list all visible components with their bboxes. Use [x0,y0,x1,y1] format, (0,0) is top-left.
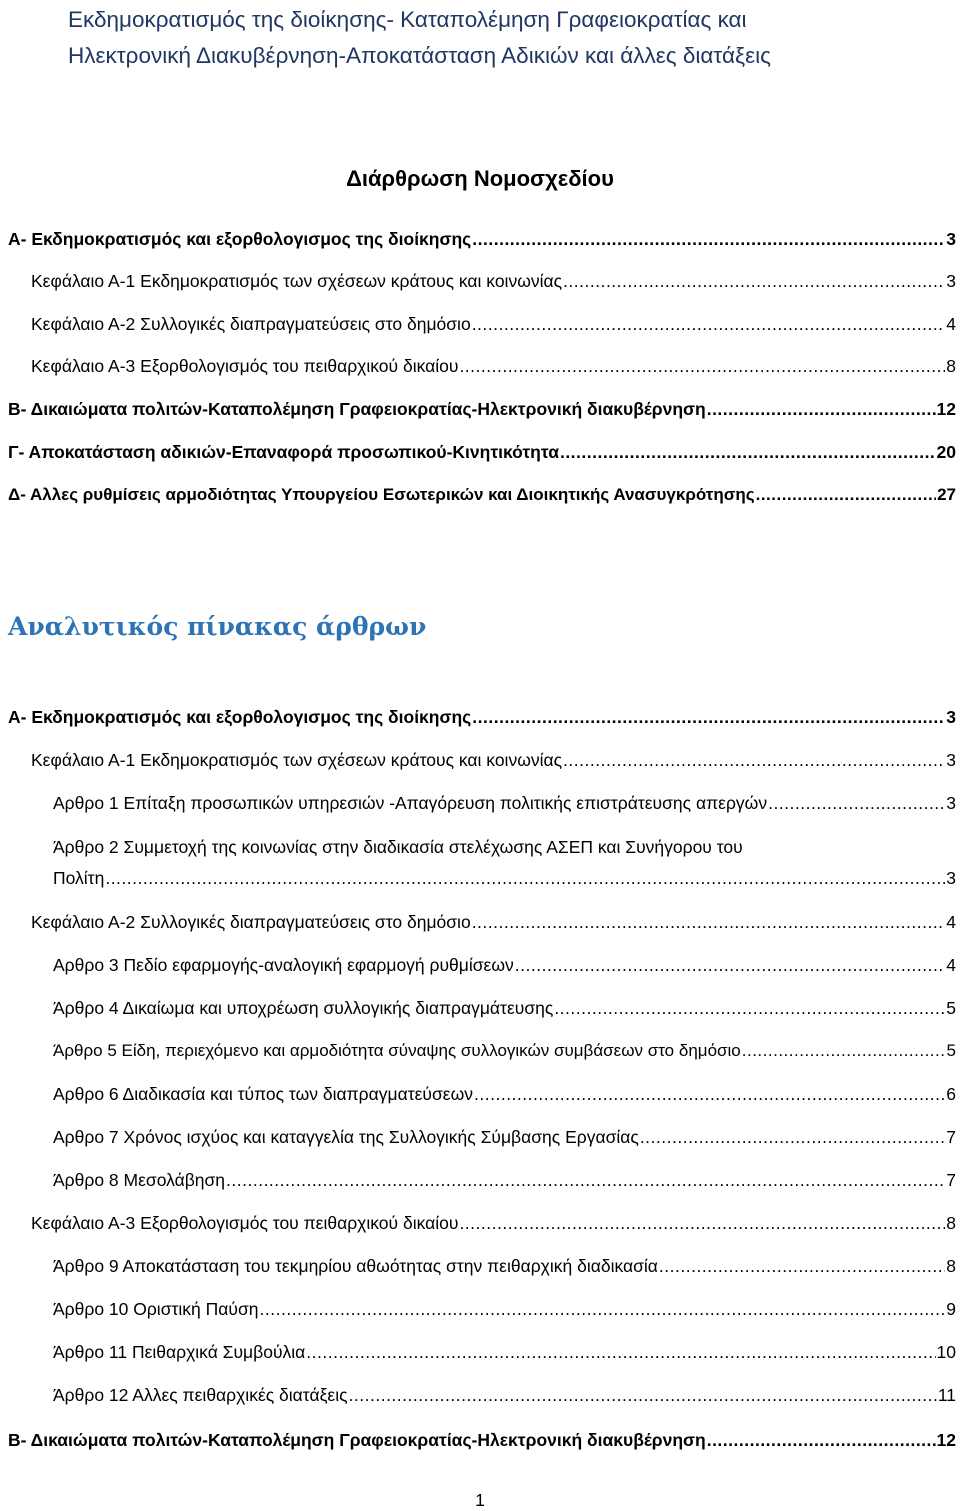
toc-leader-dots [349,1384,937,1406]
document-title [68,2,948,74]
toc-entry-article-12[interactable] [53,1384,956,1406]
toc-entry-page: 4 [946,314,956,334]
toc-entry-page: 9 [946,1299,956,1319]
toc-leader-dots [459,1212,945,1234]
toc-entry-page: 3 [946,707,956,727]
toc-entry-page: 8 [946,356,956,376]
toc-leader-dots [563,749,945,771]
toc-entry-label-line-2: Πολίτη [53,868,105,888]
toc-entry-label-line-1: Άρθρο 2 Συμμετοχή της κοινωνίας στην διαδικασία στελέχωσης ΑΣΕΠ και Συνήγορου του [53,837,743,857]
toc-entry-article-2[interactable] [53,836,956,889]
toc-entry-page: 3 [946,868,956,888]
toc-entry-label: Κεφάλαιο Α-2 Συλλογικές διαπραγματεύσεις στο δημόσιο [31,912,471,932]
toc-entry-chapter-a2[interactable] [31,911,956,933]
toc-entry-label: Β- Δικαιώματα πολιτών-Καταπολέμηση Γραφειοκρατίας-Ηλεκτρονική διακυβέρνηση [8,1430,706,1450]
structure-heading: Διάρθρωση Νομοσχεδίου [346,166,614,191]
toc-entry-page: 6 [946,1084,956,1104]
toc-entry-label: Β- Δικαιώματα πολιτών-Καταπολέμηση Γραφειοκρατίας-Ηλεκτρονική διακυβέρνηση [8,399,706,419]
toc-entry-article-1[interactable] [53,792,956,814]
toc-entry-part-a[interactable] [8,706,956,728]
toc-entry-label: Κεφάλαιο Α-3 Εξορθολογισμός του πειθαρχικού δικαίου [31,356,459,376]
toc-leader-dots [474,1083,945,1105]
toc-entry-page: 5 [946,1041,956,1060]
toc-entry-label: Άρθρο 4 Δικαίωμα και υποχρέωση συλλογικής διαπραγμάτευσης [53,998,554,1018]
toc-entry-label: Κεφάλαιο Α-3 Εξορθολογισμός του πειθαρχικού δικαίου [31,1213,459,1233]
toc-entry-label: Κεφάλαιο Α-1 Εκδημοκρατισμός των σχέσεων κράτους και κοινωνίας [31,271,563,291]
analytic-heading: Αναλυτικός πίνακας άρθρων [8,612,427,641]
toc-entry-label: Άρθρο 5 Είδη, περιεχόμενο και αρμοδιότητα σύναψης συλλογικών συμβάσεων στο δημόσιο [53,1041,741,1060]
toc-entry-page: 12 [936,1430,956,1450]
toc-entry-chapter-a3[interactable] [31,355,956,377]
toc-entry-article-3[interactable] [53,954,956,976]
toc-entry-page: 3 [946,229,956,249]
toc-entry-article-9[interactable] [53,1255,956,1277]
toc-entry-page: 3 [946,793,956,813]
toc-entry-label: Αρθρο 3 Πεδίο εφαρμογής-αναλογική εφαρμογή ρυθμίσεων [53,955,514,975]
toc-entry-page: 20 [936,442,956,462]
toc-entry-chapter-a2[interactable] [31,313,956,335]
toc-leader-dots [768,792,945,814]
toc-leader-dots [472,911,946,933]
toc-entry-part-b[interactable] [8,398,956,420]
toc-leader-dots [659,1255,945,1277]
toc-entry-label: Αρθρο 6 Διαδικασία και τύπος των διαπραγματεύσεων [53,1084,474,1104]
toc-entry-part-b[interactable] [8,1429,956,1451]
toc-entry-chapter-a3[interactable] [31,1212,956,1234]
toc-entry-article-7[interactable] [53,1126,956,1148]
toc-entry-label: Άρθρο 12 Αλλες πειθαρχικές διατάξεις [53,1385,348,1405]
toc-entry-article-4[interactable] [53,997,956,1019]
toc-entry-page: 12 [936,399,956,419]
toc-leader-dots [472,228,945,250]
toc-leader-dots [472,313,946,335]
toc-entry-page: 5 [946,998,956,1018]
toc-leader-dots [707,1429,936,1451]
toc-leader-dots [459,355,945,377]
toc-leader-dots [226,1169,945,1191]
toc-entry-part-d[interactable] [8,484,956,506]
toc-entry-chapter-a1[interactable] [31,270,956,292]
toc-entry-part-c[interactable] [8,441,956,463]
toc-entry-label: Αρθρο 1 Επίταξη προσωπικών υπηρεσιών -Απαγόρευση πολιτικής επιστράτευσης απεργών [53,793,768,813]
toc-entry-page: 3 [946,271,956,291]
toc-leader-dots [640,1126,945,1148]
document-title-line-2: Ηλεκτρονική Διακυβέρνηση-Αποκατάσταση Αδικιών και άλλες διατάξεις [68,43,771,68]
toc-entry-page: 10 [936,1342,956,1362]
toc-leader-dots [515,954,946,976]
toc-entry-label: Α- Εκδημοκρατισμός και εξορθολογισμος της διοίκησης [8,229,472,249]
toc-leader-dots [260,1298,946,1320]
toc-entry-page: 4 [946,955,956,975]
toc-entry-article-5[interactable] [53,1040,956,1062]
document-title-line-1: Εκδημοκρατισμός της διοίκησης- Καταπολέμηση Γραφειοκρατίας και [68,7,747,32]
toc-entry-chapter-a1[interactable] [31,749,956,771]
toc-entry-page: 4 [946,912,956,932]
toc-entry-article-8[interactable] [53,1169,956,1191]
toc-entry-page: 7 [946,1170,956,1190]
toc-leader-dots [472,706,945,728]
toc-leader-dots [554,997,945,1019]
toc-entry-article-11[interactable] [53,1341,956,1363]
toc-entry-page: 3 [946,750,956,770]
toc-entry-label: Άρθρο 9 Αποκατάσταση του τεκμηρίου αθωότητας στην πειθαρχική διαδικασία [53,1256,658,1276]
toc-entry-page: 7 [946,1127,956,1147]
toc-entry-part-a[interactable] [8,228,956,250]
toc-entry-article-6[interactable] [53,1083,956,1105]
toc-entry-article-10[interactable] [53,1298,956,1320]
toc-leader-dots [306,1341,935,1363]
toc-leader-dots [742,1040,946,1062]
toc-entry-label: Άρθρο 10 Οριστική Παύση [53,1299,259,1319]
toc-entry-label: Γ- Αποκατάσταση αδικιών-Επαναφορά προσωπικού-Κινητικότητα [8,442,559,462]
page-number: 1 [475,1490,485,1510]
toc-entry-label: Α- Εκδημοκρατισμός και εξορθολογισμος της διοίκησης [8,707,472,727]
toc-entry-page: 27 [937,485,956,504]
toc-leader-dots [756,484,936,506]
toc-entry-label: Κεφάλαιο Α-2 Συλλογικές διαπραγματεύσεις στο δημόσιο [31,314,471,334]
toc-entry-label: Αρθρο 7 Χρόνος ισχύος και καταγγελία της Συλλογικής Σύμβασης Εργασίας [53,1127,639,1147]
toc-entry-label: Άρθρο 8 Μεσολάβηση [53,1170,226,1190]
toc-leader-dots [563,270,945,292]
toc-entry-label: Δ- Αλλες ρυθμίσεις αρμοδιότητας Υπουργείου Εσωτερικών και Διοικητικής Ανασυγκρότησης [8,485,755,504]
toc-leader-dots [560,441,936,463]
toc-leader-dots [707,398,936,420]
toc-leader-dots [105,867,945,889]
toc-entry-page: 8 [946,1213,956,1233]
toc-entry-page: 8 [946,1256,956,1276]
toc-entry-label: Κεφάλαιο Α-1 Εκδημοκρατισμός των σχέσεων κράτους και κοινωνίας [31,750,563,770]
toc-entry-label: Άρθρο 11 Πειθαρχικά Συμβούλια [53,1342,306,1362]
toc-entry-page: 11 [937,1385,956,1405]
